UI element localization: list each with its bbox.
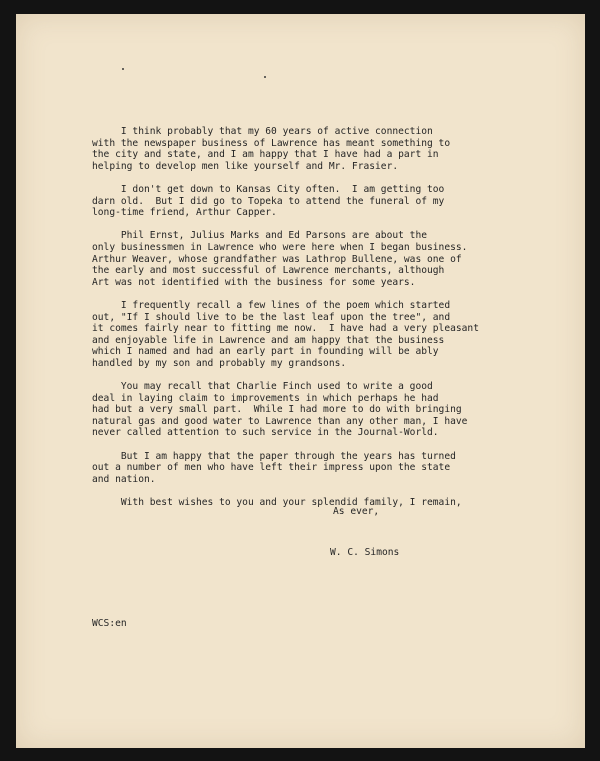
paragraph-line: I frequently recall a few lines of the poem which started <box>92 299 451 311</box>
paragraph-line: Arthur Weaver, whose grandfather was Lathrop Bullene, was one of <box>92 253 462 265</box>
paragraph-line: You may recall that Charlie Finch used to write a good <box>92 381 433 393</box>
paragraph-line: and nation. <box>92 473 156 485</box>
paragraph-line: natural gas and good water to Lawrence than any other man, I have <box>92 415 468 427</box>
paragraph-line: the city and state, and I am happy that I have had a part in <box>92 149 439 161</box>
paragraph-line: the early and most successful of Lawrence merchants, although <box>92 265 445 277</box>
paragraph-line: with the newspaper business of Lawrence has meant something to <box>92 137 451 149</box>
letter-paragraph <box>92 381 562 439</box>
paragraph-line: only businessmen in Lawrence who were here when I began business. <box>92 241 468 253</box>
letter-body <box>92 126 562 520</box>
typewriter-mark <box>264 76 266 78</box>
letter-paragraph <box>92 300 562 370</box>
paragraph-line: long-time friend, Arthur Capper. <box>92 207 277 219</box>
signature-name: W. C. Simons <box>330 547 400 558</box>
letter-paragraph <box>92 184 562 219</box>
typewriter-mark <box>122 68 124 70</box>
paragraph-line: With best wishes to you and your splendid family, I remain, <box>92 497 462 508</box>
paragraph-line: Art was not identified with the business for some years. <box>92 276 416 288</box>
paragraph-line: I think probably that my 60 years of active connection <box>92 126 433 137</box>
paragraph-line: never called attention to such service in the Journal-World. <box>92 427 439 439</box>
letter-paragraph <box>92 126 562 172</box>
paragraph-line: darn old. But I did go to Topeka to attend the funeral of my <box>92 195 445 207</box>
paragraph-line: it comes fairly near to fitting me now. I have had a very pleasant <box>92 323 479 335</box>
paragraph-line: out a number of men who have left their impress upon the state <box>92 462 451 474</box>
paragraph-line: handled by my son and probably my grandsons. <box>92 357 347 369</box>
paragraph-line: and enjoyable life in Lawrence and am happy that the business <box>92 334 445 346</box>
paragraph-line: But I am happy that the paper through the years has turned <box>92 450 456 462</box>
paragraph-line: deal in laying claim to improvements in which perhaps he had <box>92 392 439 404</box>
letter-paragraph <box>92 451 562 486</box>
paragraph-line: I don't get down to Kansas City often. I am getting too <box>92 183 445 195</box>
letter-paragraph <box>92 497 562 509</box>
paragraph-line: which I named and had an early part in founding will be ably <box>92 346 439 358</box>
paragraph-line: had but a very small part. While I had more to do with bringing <box>92 404 462 416</box>
paragraph-line: helping to develop men like yourself and Mr. Frasier. <box>92 160 399 172</box>
typist-initials: WCS:en <box>92 618 127 629</box>
letter-paragraph <box>92 230 562 288</box>
paragraph-line: Phil Ernst, Julius Marks and Ed Parsons are about the <box>92 230 428 242</box>
paragraph-line: out, "If I should live to be the last leaf upon the tree", and <box>92 311 451 323</box>
letter-closing: As ever, <box>333 506 380 517</box>
